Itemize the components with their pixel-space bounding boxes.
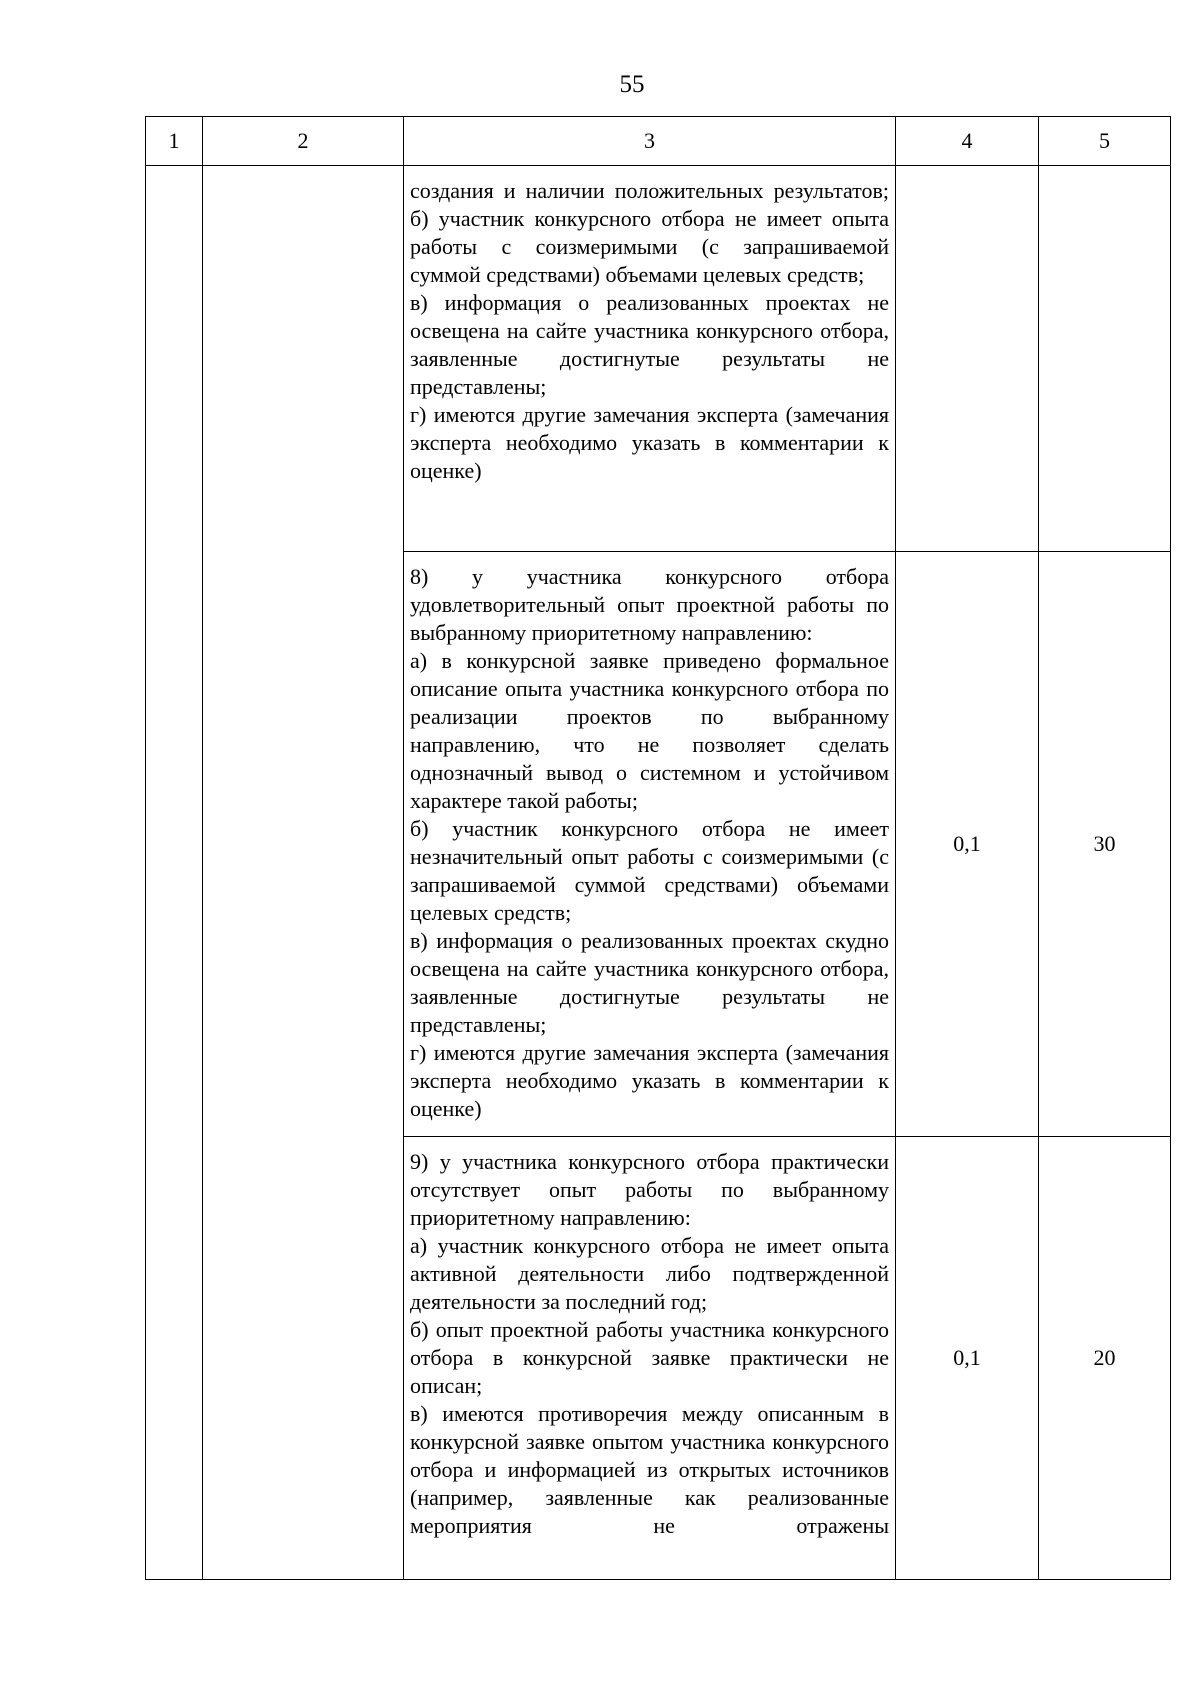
score-value: 20 <box>1039 1137 1171 1580</box>
column-header-4: 4 <box>896 117 1039 166</box>
table-header-row <box>146 117 1171 166</box>
criterion-paragraph: в) информация о реализованных проектах не освещена на сайте участника конкурсного отбора, заявленные достигнутые результаты не представлены; <box>410 290 889 399</box>
column-1-cell <box>146 166 203 1580</box>
criteria-table <box>145 116 1171 1580</box>
column-header-1: 1 <box>146 117 203 166</box>
coefficient-value: 0,1 <box>896 552 1039 1137</box>
column-header-3: 3 <box>404 117 896 166</box>
score-value <box>1039 166 1171 552</box>
criterion-description <box>404 1137 896 1580</box>
criterion-description <box>404 166 896 552</box>
criterion-paragraph: в) имеются противоречия между описанным в конкурсной заявке опытом участника конкурсного отбора и информацией из открытых источников (например, заявленные как реализованные мероприятия не отражены <box>410 1401 889 1538</box>
criterion-paragraph: а) в конкурсной заявке приведено формальное описание опыта участника конкурсного отбора по реализации проектов по выбранному направлению, что не позволяет сделать однозначный вывод о системном и устойчивом характере такой работы; <box>410 648 889 813</box>
criterion-paragraph: г) имеются другие замечания эксперта (замечания эксперта необходимо указать в комментарии к оценке) <box>410 1040 889 1121</box>
criterion-paragraph: а) участник конкурсного отбора не имеет опыта активной деятельности либо подтвержденной деятельности за последний год; <box>410 1233 889 1314</box>
column-2-cell <box>203 166 404 1580</box>
criterion-description <box>404 552 896 1137</box>
criterion-paragraph: в) информация о реализованных проектах скудно освещена на сайте участника конкурсного отбора, заявленные достигнутые результаты не представлены; <box>410 928 889 1037</box>
coefficient-value <box>896 166 1039 552</box>
criterion-paragraph: 9) у участника конкурсного отбора практически отсутствует опыт работы по выбранному приоритетному направлению: <box>410 1149 889 1230</box>
criterion-paragraph: г) имеются другие замечания эксперта (замечания эксперта необходимо указать в комментарии к оценке) <box>410 402 889 483</box>
column-header-5: 5 <box>1039 117 1171 166</box>
coefficient-value: 0,1 <box>896 1137 1039 1580</box>
table-row <box>146 166 1171 552</box>
criterion-paragraph: 8) у участника конкурсного отбора удовлетворительный опыт проектной работы по выбранному приоритетному направлению: <box>410 564 889 645</box>
column-header-2: 2 <box>203 117 404 166</box>
page-number: 55 <box>619 71 645 98</box>
criterion-paragraph: б) участник конкурсного отбора не имеет опыта работы с соизмеримыми (с запрашиваемой суммой средствами) объемами целевых средств; <box>410 206 889 287</box>
criterion-paragraph: б) опыт проектной работы участника конкурсного отбора в конкурсной заявке практически не описан; <box>410 1317 889 1398</box>
score-value: 30 <box>1039 552 1171 1137</box>
criterion-paragraph: б) участник конкурсного отбора не имеет незначительный опыт работы с соизмеримыми (с запрашиваемой суммой средствами) объемами целевых средств; <box>410 816 889 925</box>
criterion-paragraph: создания и наличии положительных результатов; <box>410 178 889 203</box>
